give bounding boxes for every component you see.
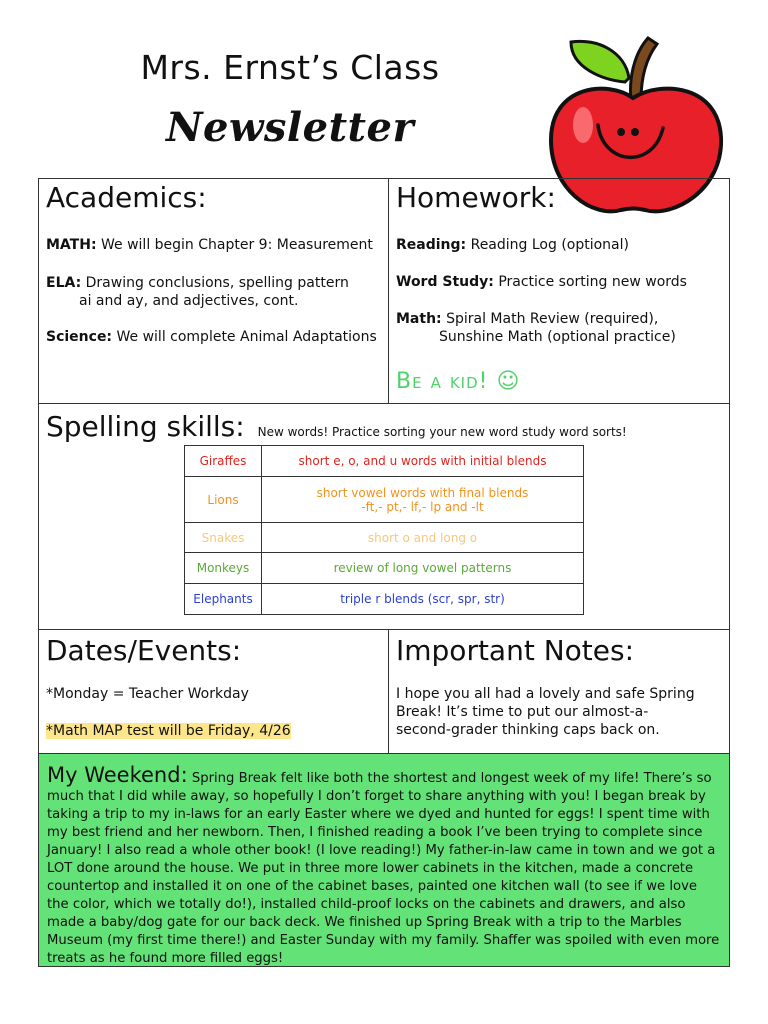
reading-text: Reading Log (optional) (470, 237, 629, 253)
skill-giraffes: short e, o, and u words with initial blends (262, 446, 584, 477)
academics-heading: Academics: (46, 181, 207, 214)
ela-text: Drawing conclusions, spelling pattern (85, 275, 349, 291)
table-row (185, 584, 584, 615)
weekend-text: Spring Break felt like both the shortest and longest week of my life! There’s so much that I did while away, so hopefully I don’t forget to share anything with you! I began break by taking a trip to my in-laws for an early Easter where we dyed and hunted for eggs! I spent time with my best friend and her newborn. Then, I finished reading a book I’ve been trying to complete since January! I also read a whole other book! (I love reading!) My father-in-law came in town and we got a LOT done around the house. We put in three more lower cabinets in the kitchen, made a concrete countertop and installed it on one of the cabinet bases, painted one kitchen wall (to see if we love the color, which we totally do!), installed child-proof locks on the cabinets and drawers, and also made a baby/dog gate for our back deck. We finished up Spring Break with a trip to the Marbles Museum (my first time there!) and Easter Sunday with my family. Shaffer was spoiled with even more treats as he found more filled eggs! (47, 771, 720, 966)
science-label: Science: (46, 329, 113, 345)
hw-math-text: Spiral Math Review (required), (446, 311, 659, 327)
be-a-kid: Be a kid! ☺ (396, 369, 521, 394)
table-row (185, 553, 584, 584)
skill-elephants: triple r blends (scr, spr, str) (262, 584, 584, 615)
group-snakes: Snakes (185, 523, 262, 553)
group-lions: Lions (185, 477, 262, 523)
hw-math-label: Math: (396, 311, 442, 327)
group-monkeys: Monkeys (185, 553, 262, 584)
group-giraffes: Giraffes (185, 446, 262, 477)
math-text: We will begin Chapter 9: Measurement (101, 237, 373, 253)
table-row (185, 446, 584, 477)
reading-label: Reading: (396, 237, 467, 253)
dates-section (38, 629, 389, 754)
spelling-table (184, 445, 584, 615)
table-row (185, 477, 584, 523)
skill-monkeys: review of long vowel patterns (262, 553, 584, 584)
dates-item-2: *Math MAP test will be Friday, 4/26 (46, 723, 291, 739)
class-title: Mrs. Ernst’s Class (140, 48, 440, 87)
spelling-heading (46, 410, 627, 443)
math-line (46, 237, 373, 253)
weekend-section (38, 753, 730, 967)
skill-lions-line1: short vowel words with final blends (316, 485, 529, 500)
ela-label: ELA: (46, 275, 82, 291)
notes-line-3: second-grader thinking caps back on. (396, 722, 660, 738)
science-text: We will complete Animal Adaptations (116, 329, 377, 345)
homework-section (388, 178, 730, 404)
skill-lions-line2: -ft,- pt,- lf,- lp and -lt (361, 499, 484, 514)
newsletter-title: Newsletter (165, 104, 415, 151)
wordstudy-label: Word Study: (396, 274, 494, 290)
spelling-title: Spelling skills: (46, 410, 245, 443)
skill-snakes: short o and long o (262, 523, 584, 553)
weekend-heading: My Weekend: (47, 763, 188, 787)
notes-line-1: I hope you all had a lovely and safe Spring (396, 686, 695, 702)
spelling-note: New words! Practice sorting your new word study word sorts! (257, 425, 627, 439)
notes-heading: Important Notes: (396, 634, 635, 667)
science-line (46, 329, 377, 345)
table-row (185, 523, 584, 553)
notes-line-2: Break! It’s time to put our almost-a- (396, 704, 649, 720)
hw-math-text-continued: Sunshine Math (optional practice) (439, 329, 676, 345)
wordstudy-line (396, 274, 687, 290)
hw-math-line (396, 311, 658, 327)
ela-line (46, 275, 349, 291)
skill-lions (262, 477, 584, 523)
dates-heading: Dates/Events: (46, 634, 242, 667)
group-elephants: Elephants (185, 584, 262, 615)
wordstudy-text: Practice sorting new words (498, 274, 687, 290)
ela-text-continued: ai and ay, and adjectives, cont. (79, 293, 299, 309)
dates-item-1: *Monday = Teacher Workday (46, 686, 249, 702)
math-label: MATH: (46, 237, 97, 253)
reading-line (396, 237, 629, 253)
homework-heading: Homework: (396, 181, 556, 214)
notes-section (388, 629, 730, 754)
academics-section (38, 178, 389, 404)
